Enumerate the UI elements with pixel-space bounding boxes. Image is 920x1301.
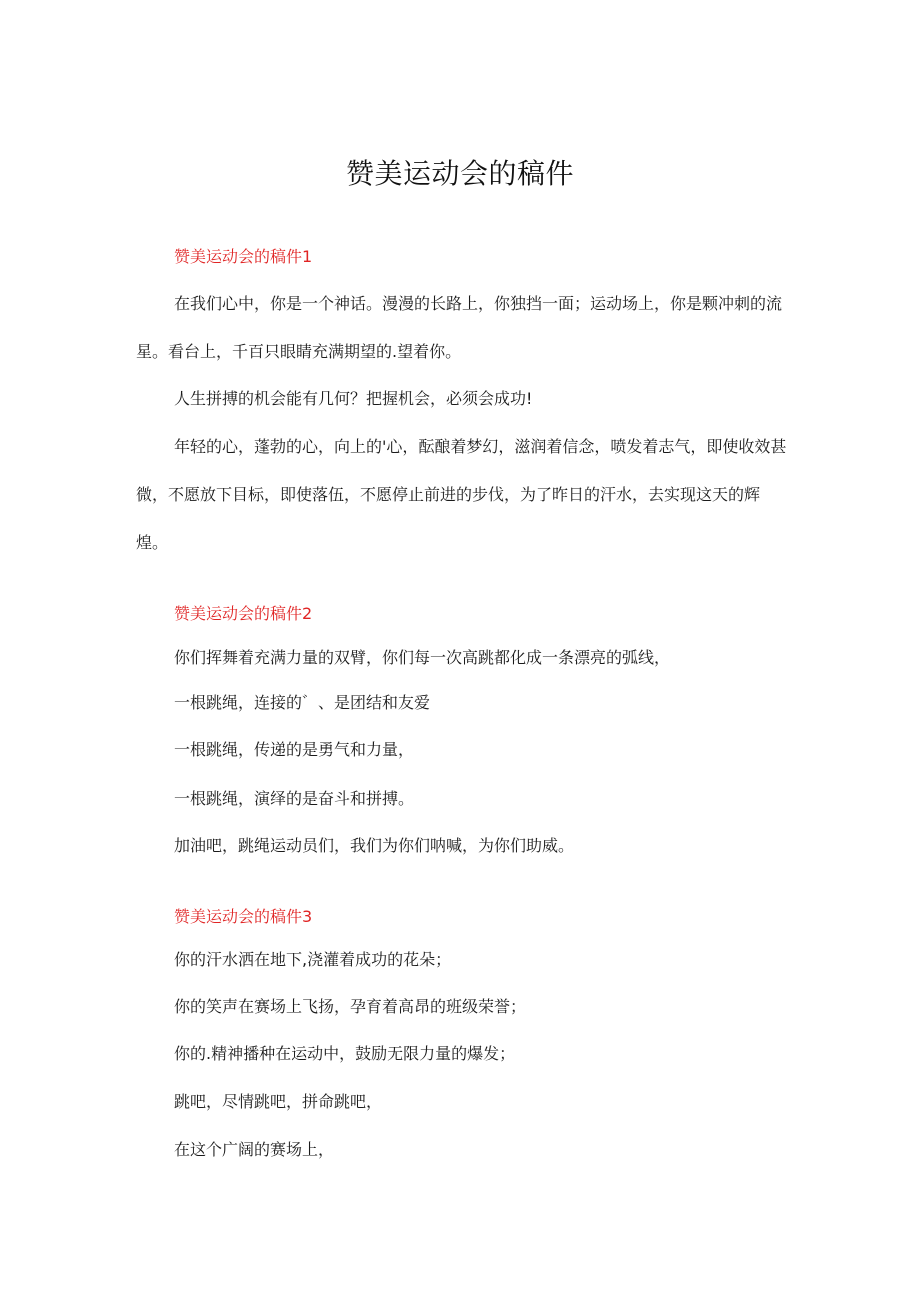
section-3-line-2: 你的笑声在赛场上飞扬，孕育着高昂的班级荣誉； — [174, 997, 527, 1016]
section-2-line-4: 一根跳绳，演绎的是奋斗和拼搏。 — [174, 789, 415, 808]
section-2-line-2: 一根跳绳，连接的゛、是团结和友爱 — [174, 693, 431, 712]
section-1-paragraph-1: 在我们心中，你是一个神话。漫漫的长路上，你独挡一面；运动场上，你是颗冲刺的流星。看台上，千百只眼睛充满期望的.望着你。 — [136, 294, 783, 361]
document-title: 赞美运动会的稿件 — [345, 157, 574, 190]
section-1-paragraph-2: 人生拼搏的机会能有几何？把握机会，必须会成功! — [174, 389, 533, 408]
section-3-line-1: 你的汗水洒在地下,浇灌着成功的花朵； — [174, 950, 452, 969]
section-2-line-5: 加油吧，跳绳运动员们，我们为你们呐喊，为你们助威。 — [174, 836, 575, 855]
section-3-line-5: 在这个广阔的赛场上， — [174, 1140, 335, 1159]
section-3-line-4: 跳吧，尽情跳吧，拼命跳吧， — [174, 1092, 383, 1111]
section-heading-3: 赞美运动会的稿件3 — [174, 907, 313, 926]
section-heading-2: 赞美运动会的稿件2 — [174, 604, 313, 623]
section-2-line-3: 一根跳绳，传递的是勇气和力量， — [174, 740, 415, 759]
section-3-line-3: 你的.精神播种在运动中，鼓励无限力量的爆发； — [174, 1044, 516, 1063]
section-heading-1: 赞美运动会的稿件1 — [174, 247, 313, 266]
section-2-line-1: 你们挥舞着充满力量的双臂，你们每一次高跳都化成一条漂亮的弧线， — [174, 648, 671, 667]
section-1-paragraph-3: 年轻的心，蓬勃的心，向上的'心，酝酿着梦幻，滋润着信念，喷发着志气，即使收效甚微，不愿放下目标，即使落伍，不愿停止前进的步伐，为了昨日的汗水，去实现这天的辉煌。 — [136, 437, 787, 552]
